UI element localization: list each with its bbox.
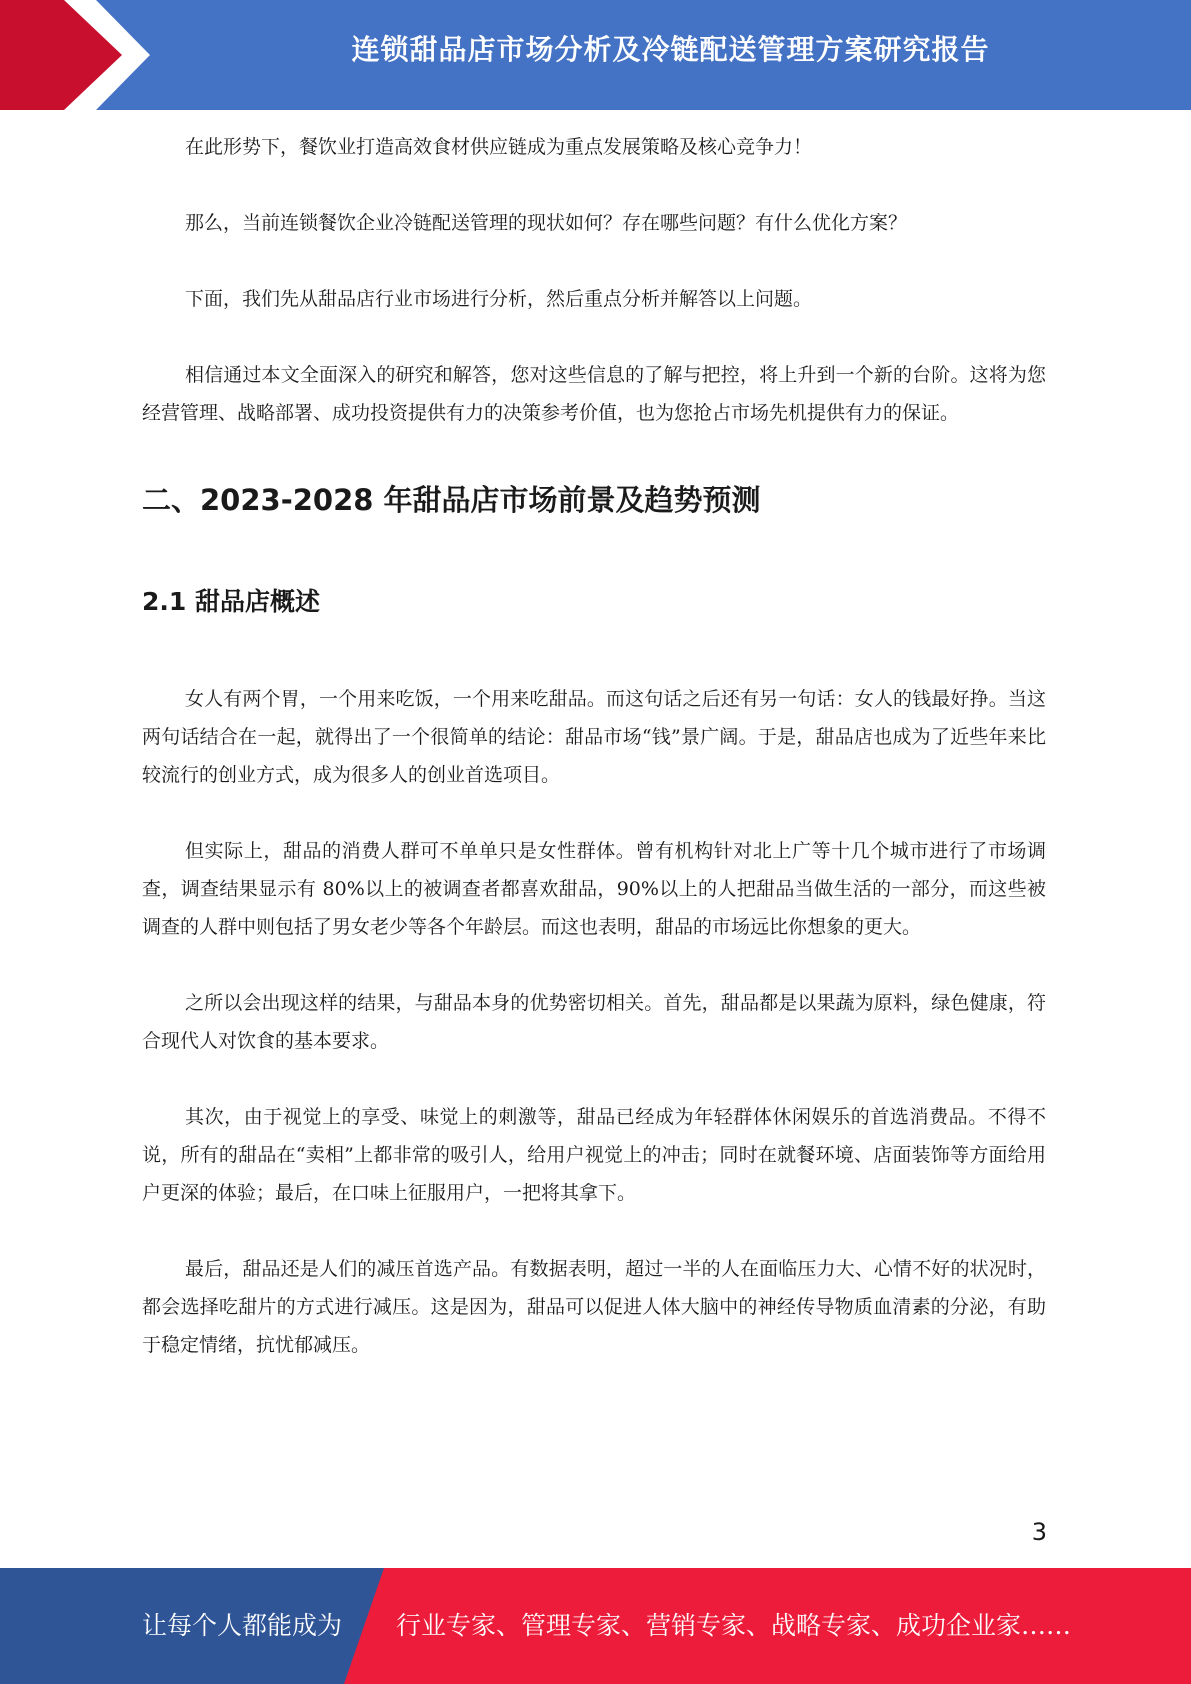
subsection-heading: 2.1 甜品店概述 bbox=[142, 587, 320, 616]
footer-slogan-right: 行业专家、管理专家、营销专家、战略专家、成功企业家…… bbox=[396, 1611, 1072, 1640]
section-heading: 二、2023-2028 年甜品店市场前景及趋势预测 bbox=[142, 483, 761, 517]
intro-paragraph-3: 下面，我们先从甜品店行业市场进行分析，然后重点分析并解答以上问题。 bbox=[185, 288, 813, 310]
section-paragraph-1: 女人有两个胃，一个用来吃饭，一个用来吃甜品。而这句话之后还有另一句话：女人的钱最好挣。当这两句话结合在一起，就得出了一个很简单的结论：甜品市场“钱”景广阔。于是，甜品店也成为了近些年来比较流行的创业方式，成为很多人的创业首选项目。 bbox=[142, 688, 1046, 786]
report-title: 连锁甜品店市场分析及冷链配送管理方案研究报告 bbox=[351, 33, 990, 66]
page-number: 3 bbox=[1031, 1518, 1047, 1546]
section-paragraph-4: 其次，由于视觉上的享受、味觉上的刺激等，甜品已经成为年轻群体休闲娱乐的首选消费品。不得不说，所有的甜品在“卖相”上都非常的吸引人，给用户视觉上的冲击；同时在就餐环境、店面装饰等方面给用户更深的体验；最后，在口味上征服用户，一把将其拿下。 bbox=[142, 1106, 1046, 1204]
footer-slogan-left: 让每个人都能成为 bbox=[142, 1611, 343, 1640]
page-content bbox=[142, 128, 1046, 1364]
intro-paragraph-1: 在此形势下，餐饮业打造高效食材供应链成为重点发展策略及核心竞争力！ bbox=[185, 136, 813, 158]
section-paragraph-3: 之所以会出现这样的结果，与甜品本身的优势密切相关。首先，甜品都是以果蔬为原料，绿色健康，符合现代人对饮食的基本要求。 bbox=[142, 992, 1046, 1052]
page-header bbox=[0, 0, 1191, 110]
section-paragraph-5: 最后，甜品还是人们的减压首选产品。有数据表明，超过一半的人在面临压力大、心情不好的状况时，都会选择吃甜片的方式进行减压。这是因为，甜品可以促进人体大脑中的神经传导物质血清素的分泌，有助于稳定情绪，抗忧郁减压。 bbox=[142, 1258, 1046, 1356]
intro-paragraph-4: 相信通过本文全面深入的研究和解答，您对这些信息的了解与把控，将上升到一个新的台阶。这将为您经营管理、战略部署、成功投资提供有力的决策参考价值，也为您抢占市场先机提供有力的保证。 bbox=[142, 364, 1046, 424]
page-footer bbox=[0, 1568, 1191, 1684]
intro-paragraph-2: 那么，当前连锁餐饮企业冷链配送管理的现状如何？存在哪些问题？有什么优化方案？ bbox=[185, 212, 908, 234]
section-paragraph-2: 但实际上，甜品的消费人群可不单单只是女性群体。曾有机构针对北上广等十几个城市进行了市场调查，调查结果显示有 80%以上的被调查者都喜欢甜品，90%以上的人把甜品当做生活的一部分，而这些被调查的人群中则包括了男女老少等各个年龄层。而这也表明，甜品的市场远比你想象的更大。 bbox=[142, 840, 1046, 938]
